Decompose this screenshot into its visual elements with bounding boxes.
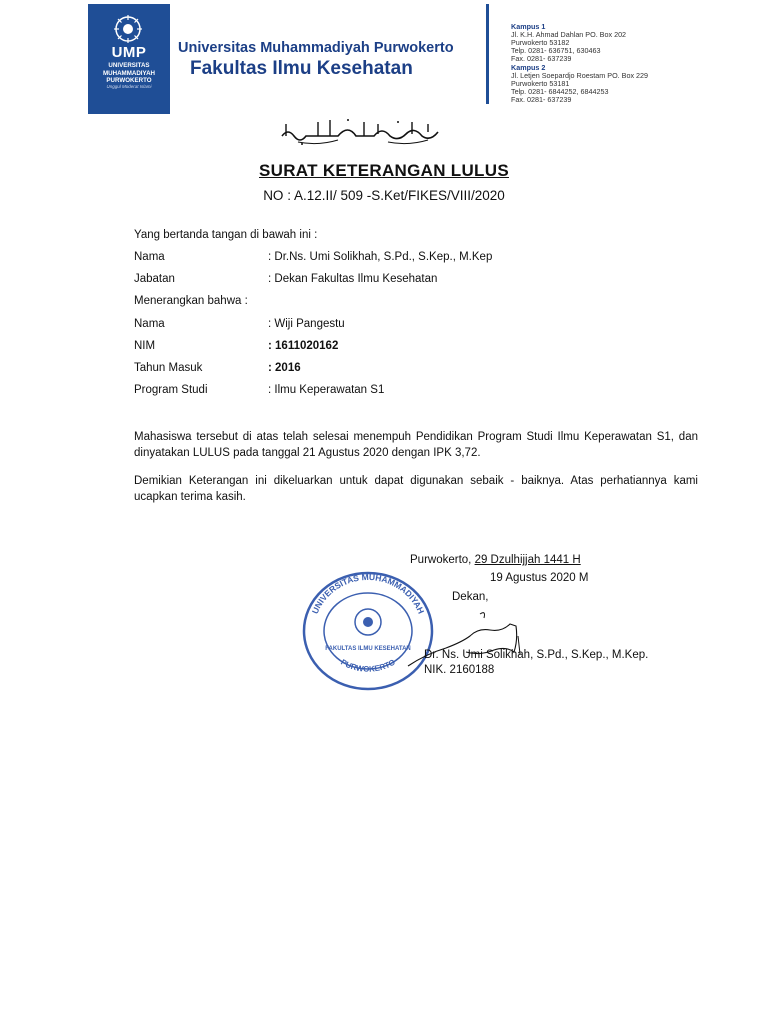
states-text: Menerangkan bahwa : <box>134 295 248 307</box>
stamp-bottom-text: PURWOKERTO <box>339 657 397 674</box>
hijri-date: 29 Dzulhijjah 1441 H <box>474 554 581 566</box>
signatory-position-label: Jabatan <box>134 273 175 285</box>
logo-subtitle: UNIVERSITAS MUHAMMADIYAH PURWOKERTO <box>102 62 156 84</box>
signer-name: Dr. Ns. Umi Solikhah, S.Pd., S.Kep., M.Kep. <box>424 649 649 661</box>
svg-text:PURWOKERTO <box>339 658 397 674</box>
student-year-label: Tahun Masuk <box>134 362 203 374</box>
bismillah-calligraphy <box>278 114 448 148</box>
stamp-middle-text: FAKULTAS ILMU KESEHATAN <box>325 646 411 652</box>
logo-tagline: Unggul Moderat Islami <box>106 84 152 89</box>
document-number: NO : A.12.II/ 509 -S.Ket/FIKES/VIII/2020 <box>263 188 505 203</box>
student-program-value: : Ilmu Keperawatan S1 <box>268 384 385 396</box>
campus-1-address: Kampus 1 Jl. K.H. Ahmad Dahlan PO. Box 202 Purwokerto 53182 Telp. 0281- 636751, 630463 Fax. 0281- 637239 <box>511 22 627 63</box>
university-name: Universitas Muhammadiyah Purwokerto <box>178 40 454 56</box>
student-program-label: Program Studi <box>134 384 208 396</box>
gregorian-date: 19 Agustus 2020 M <box>490 572 589 584</box>
signatory-name-value: : Dr.Ns. Umi Solikhah, S.Pd., S.Kep., M.Kep <box>268 251 493 263</box>
place-date: Purwokerto, 29 Dzulhijjah 1441 H <box>410 554 581 566</box>
signatory-name-label: Nama <box>134 251 165 263</box>
intro-text: Yang bertanda tangan di bawah ini : <box>134 229 318 241</box>
student-nim-value: : 1611020162 <box>268 340 339 352</box>
signer-position: Dekan, <box>452 591 489 603</box>
student-name-label: Nama <box>134 318 165 330</box>
logo-emblem-icon <box>112 14 144 44</box>
student-nim-label: NIM <box>134 340 156 352</box>
stamp-top-text: UNIVERSITAS MUHAMMADIYAH <box>309 571 427 616</box>
campus-2-address: Kampus 2 Jl. Letjen Soepardjo Roestam PO. Box 229 Purwokerto 53181 Telp. 0281- 6844252, 6844253 Fax. 0281- 637239 <box>511 63 649 104</box>
document-title: SURAT KETERANGAN LULUS <box>259 161 509 180</box>
signatory-position-value: : Dekan Fakultas Ilmu Kesehatan <box>268 273 438 285</box>
signer-nik: NIK. 2160188 <box>424 664 495 676</box>
faculty-name: Fakultas Ilmu Kesehatan <box>190 58 413 79</box>
graduation-paragraph: Mahasiswa tersebut di atas telah selesai menempuh Pendidikan Program Studi Ilmu Keperawatan S1, dan dinyatakan LULUS pada tanggal 21 Agustus 2020 dengan IPK 3,72. <box>134 431 698 459</box>
logo-text: UMP <box>111 44 147 61</box>
student-name-value: : Wiji Pangestu <box>268 318 345 330</box>
header-divider <box>486 4 489 104</box>
closing-paragraph: Demikian Keterangan ini dikeluarkan untuk dapat digunakan sebaik - baiknya. Atas perhatiannya kami ucapkan terima kasih. <box>134 475 698 503</box>
student-year-value: : 2016 <box>268 362 301 374</box>
